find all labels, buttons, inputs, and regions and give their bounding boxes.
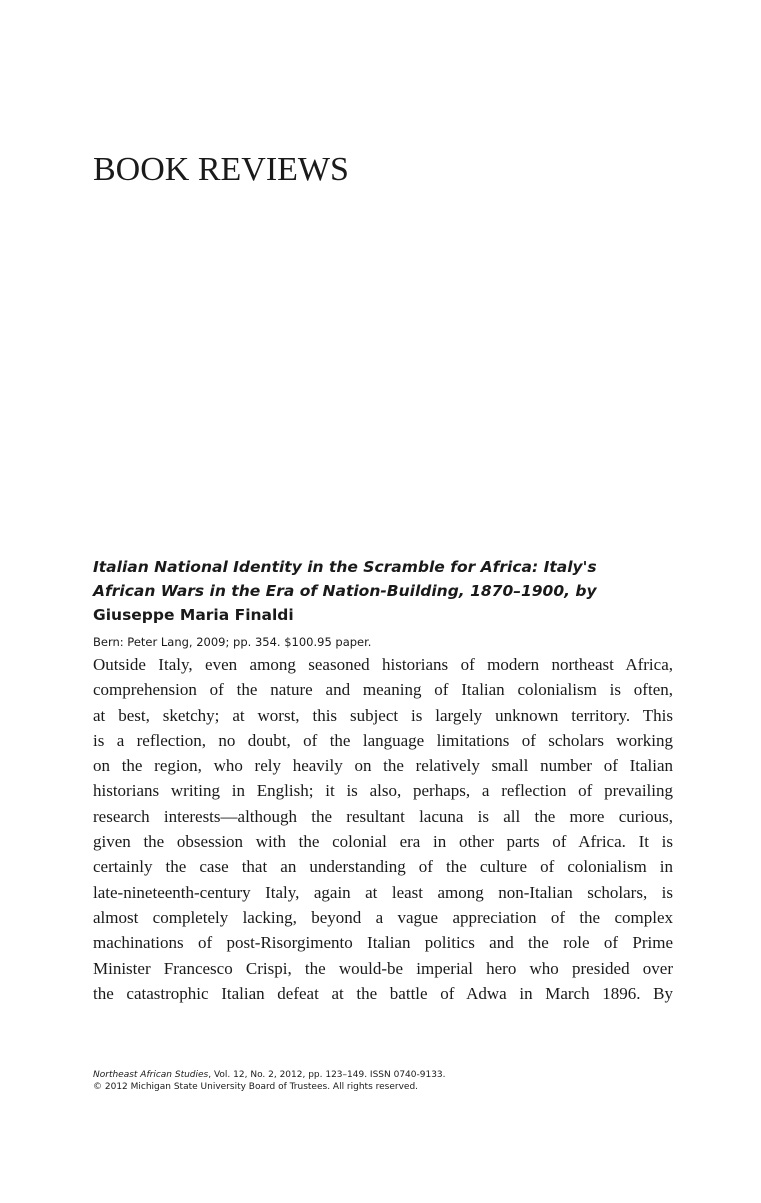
citation-details: , Vol. 12, No. 2, 2012, pp. 123–149. ISSN 0740-9133. [208, 1070, 446, 1080]
book-author: Giuseppe Maria Finaldi [93, 606, 294, 624]
body-line: comprehension of the nature and meaning of Italian colonialism is often, [93, 680, 673, 700]
copyright-line: © 2012 Michigan State University Board of Trustees. All rights reserved. [93, 1082, 419, 1092]
book-title-line-1: Italian National Identity in the Scramble for Africa: Italy's [93, 558, 597, 576]
page-footer [93, 1069, 673, 1093]
body-line: Outside Italy, even among seasoned historians of modern northeast Africa, [93, 655, 673, 674]
body-line: research interests—although the resultant lacuna is all the more curious, [93, 806, 673, 826]
body-line: Minister Francesco Crispi, the would-be imperial hero who presided over [93, 958, 673, 978]
book-title-by: by [575, 582, 597, 600]
body-line: at best, sketchy; at worst, this subject is largely unknown territory. This [93, 705, 673, 725]
book-title [93, 555, 683, 603]
citation-line [93, 1069, 673, 1081]
publication-info: Bern: Peter Lang, 2009; pp. 354. $100.95 paper. [93, 635, 372, 649]
body-line: almost completely lacking, beyond a vague appreciation of the complex [93, 907, 673, 927]
review-body [93, 652, 673, 1006]
body-line: historians writing in English; it is also, perhaps, a reflection of prevailing [93, 781, 673, 801]
body-line: the catastrophic Italian defeat at the battle of Adwa in March 1896. By [93, 983, 673, 1003]
body-line: late-nineteenth-century Italy, again at least among non-Italian scholars, is [93, 882, 673, 902]
body-line: on the region, who rely heavily on the relatively small number of Italian [93, 756, 673, 776]
body-line: machinations of post-Risorgimento Italian politics and the role of Prime [93, 933, 673, 953]
body-line: certainly the case that an understanding of the culture of colonialism in [93, 857, 673, 877]
body-line: given the obsession with the colonial era in other parts of Africa. It is [93, 832, 673, 852]
review-header [93, 555, 683, 651]
body-line: is a reflection, no doubt, of the language limitations of scholars working [93, 730, 673, 750]
book-title-line-2: African Wars in the Era of Nation-Building, 1870–1900, [93, 582, 571, 600]
section-title: BOOK REVIEWS [93, 151, 349, 188]
journal-name: Northeast African Studies [93, 1070, 209, 1080]
